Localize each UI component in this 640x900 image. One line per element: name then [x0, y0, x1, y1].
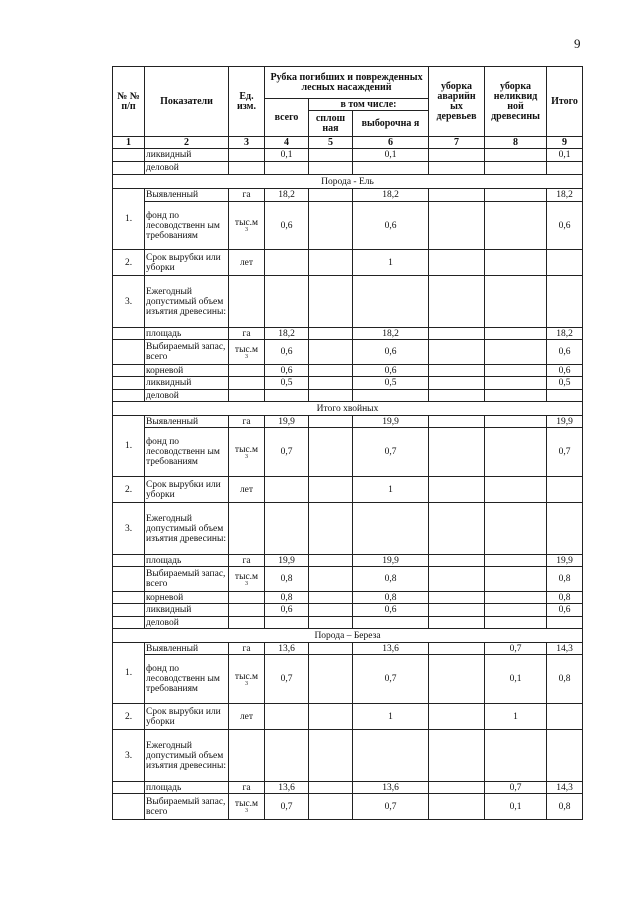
- selective-cell: 13,6: [353, 782, 429, 794]
- total-cell: [265, 276, 309, 328]
- indicator-cell: деловой: [145, 617, 229, 629]
- indicator-cell: фонд по лесоводственн ым требованиям: [145, 655, 229, 704]
- total-cell: 0,7: [265, 655, 309, 704]
- header-unit: Ед. изм.: [229, 67, 265, 137]
- accident-cleanup-cell: [429, 643, 485, 655]
- accident-cleanup-cell: [429, 782, 485, 794]
- illiquid-cleanup-cell: [485, 149, 547, 162]
- accident-cleanup-cell: [429, 189, 485, 202]
- indicator-cell: площадь: [145, 328, 229, 340]
- itogo-cell: [547, 477, 583, 503]
- indicator-cell: Ежегодный допустимый объем изъятия древесины:: [145, 503, 229, 555]
- itogo-cell: 0,8: [547, 592, 583, 604]
- illiquid-cleanup-cell: [485, 416, 547, 428]
- indicator-cell: фонд по лесоводственн ым требованиям: [145, 202, 229, 250]
- clear-cut-cell: [309, 477, 353, 503]
- superscript-three: 3: [245, 680, 248, 687]
- selective-cell: 0,8: [353, 592, 429, 604]
- illiquid-cleanup-cell: 0,1: [485, 794, 547, 820]
- indicator-cell: фонд по лесоводственн ым требованиям: [145, 428, 229, 477]
- table-row: [113, 365, 583, 377]
- indicator-cell: Срок вырубки или уборки: [145, 704, 229, 730]
- selective-cell: [353, 162, 429, 175]
- table-row: [113, 390, 583, 402]
- unit-cell: [229, 162, 265, 175]
- row-num-cell: 1.: [113, 189, 145, 250]
- section-label: Порода – Береза: [113, 629, 583, 643]
- accident-cleanup-cell: [429, 416, 485, 428]
- selective-cell: 18,2: [353, 189, 429, 202]
- section-row: [113, 402, 583, 416]
- accident-cleanup-cell: [429, 202, 485, 250]
- unit-cell: тыс.м 3: [229, 428, 265, 477]
- total-cell: 0,6: [265, 202, 309, 250]
- accident-cleanup-cell: [429, 655, 485, 704]
- indicator-cell: площадь: [145, 555, 229, 567]
- itogo-cell: 0,1: [547, 149, 583, 162]
- row-num-cell: [113, 604, 145, 617]
- total-cell: 0,5: [265, 377, 309, 390]
- table-row: [113, 340, 583, 365]
- accident-cleanup-cell: [429, 365, 485, 377]
- indicator-cell: ликвидный: [145, 377, 229, 390]
- section-label: Порода - Ель: [113, 175, 583, 189]
- indicator-cell: деловой: [145, 390, 229, 402]
- table-row: [113, 555, 583, 567]
- accident-cleanup-cell: [429, 730, 485, 782]
- clear-cut-cell: [309, 162, 353, 175]
- forestry-table: [112, 66, 583, 820]
- table-row: [113, 428, 583, 477]
- row-num-cell: [113, 567, 145, 592]
- selective-cell: [353, 730, 429, 782]
- itogo-cell: 0,8: [547, 655, 583, 704]
- clear-cut-cell: [309, 655, 353, 704]
- accident-cleanup-cell: [429, 250, 485, 276]
- table-row: [113, 328, 583, 340]
- selective-cell: [353, 390, 429, 402]
- illiquid-cleanup-cell: 0,7: [485, 643, 547, 655]
- illiquid-cleanup-cell: [485, 328, 547, 340]
- unit-cell: тыс.м 3: [229, 655, 265, 704]
- unit-cell: га: [229, 782, 265, 794]
- illiquid-cleanup-cell: [485, 477, 547, 503]
- table-row: [113, 604, 583, 617]
- table-row: [113, 655, 583, 704]
- table-row: [113, 202, 583, 250]
- unit-cell: [229, 503, 265, 555]
- total-cell: 0,7: [265, 794, 309, 820]
- row-num-cell: [113, 149, 145, 162]
- row-num-cell: 2.: [113, 477, 145, 503]
- accident-cleanup-cell: [429, 567, 485, 592]
- selective-cell: 0,6: [353, 202, 429, 250]
- unit-cell: тыс.м 3: [229, 340, 265, 365]
- total-cell: 0,6: [265, 604, 309, 617]
- accident-cleanup-cell: [429, 604, 485, 617]
- table-row: [113, 704, 583, 730]
- total-cell: [265, 730, 309, 782]
- accident-cleanup-cell: [429, 340, 485, 365]
- section-row: [113, 175, 583, 189]
- selective-cell: 0,7: [353, 428, 429, 477]
- indicator-cell: Срок вырубки или уборки: [145, 250, 229, 276]
- selective-cell: 0,1: [353, 149, 429, 162]
- unit-cell: [229, 377, 265, 390]
- total-cell: 13,6: [265, 782, 309, 794]
- superscript-three: 3: [245, 453, 248, 460]
- row-num-cell: [113, 794, 145, 820]
- indicator-cell: корневой: [145, 592, 229, 604]
- colnum: 4: [265, 137, 309, 149]
- itogo-cell: 0,6: [547, 604, 583, 617]
- indicator-cell: ликвидный: [145, 149, 229, 162]
- unit-cell: [229, 592, 265, 604]
- row-num-cell: 3.: [113, 730, 145, 782]
- total-cell: 0,6: [265, 340, 309, 365]
- clear-cut-cell: [309, 604, 353, 617]
- illiquid-cleanup-cell: [485, 390, 547, 402]
- unit-cell: лет: [229, 477, 265, 503]
- itogo-cell: 0,6: [547, 202, 583, 250]
- total-cell: [265, 503, 309, 555]
- clear-cut-cell: [309, 328, 353, 340]
- header-group: Рубка погибших и поврежденных лесных насаждений: [265, 67, 429, 99]
- itogo-cell: 18,2: [547, 328, 583, 340]
- superscript-three: 3: [245, 580, 248, 587]
- table-row: [113, 276, 583, 328]
- total-cell: [265, 704, 309, 730]
- row-num-cell: [113, 390, 145, 402]
- indicator-cell: Выбираемый запас, всего: [145, 567, 229, 592]
- indicator-cell: Выявленный: [145, 416, 229, 428]
- selective-cell: 19,9: [353, 416, 429, 428]
- header-selective: выборочна я: [353, 111, 429, 137]
- illiquid-cleanup-cell: [485, 365, 547, 377]
- accident-cleanup-cell: [429, 503, 485, 555]
- indicator-cell: ликвидный: [145, 604, 229, 617]
- accident-cleanup-cell: [429, 477, 485, 503]
- table-row: [113, 567, 583, 592]
- clear-cut-cell: [309, 416, 353, 428]
- clear-cut-cell: [309, 390, 353, 402]
- illiquid-cleanup-cell: [485, 567, 547, 592]
- itogo-cell: [547, 503, 583, 555]
- clear-cut-cell: [309, 794, 353, 820]
- selective-cell: 0,8: [353, 567, 429, 592]
- accident-cleanup-cell: [429, 149, 485, 162]
- itogo-cell: 0,6: [547, 365, 583, 377]
- itogo-cell: [547, 276, 583, 328]
- row-num-cell: [113, 328, 145, 340]
- row-num-cell: [113, 782, 145, 794]
- selective-cell: 0,6: [353, 340, 429, 365]
- illiquid-cleanup-cell: [485, 276, 547, 328]
- clear-cut-cell: [309, 149, 353, 162]
- selective-cell: 1: [353, 477, 429, 503]
- table-row: [113, 730, 583, 782]
- header-illiquid: уборка неликвид ной древесины: [485, 67, 547, 137]
- table-row: [113, 617, 583, 629]
- row-num-cell: [113, 592, 145, 604]
- itogo-cell: 14,3: [547, 782, 583, 794]
- row-num-cell: 1.: [113, 416, 145, 477]
- indicator-cell: Выявленный: [145, 643, 229, 655]
- selective-cell: 0,6: [353, 604, 429, 617]
- unit-cell: [229, 390, 265, 402]
- itogo-cell: 0,5: [547, 377, 583, 390]
- itogo-cell: 0,6: [547, 340, 583, 365]
- total-cell: 18,2: [265, 189, 309, 202]
- clear-cut-cell: [309, 592, 353, 604]
- table-row: [113, 782, 583, 794]
- total-cell: 19,9: [265, 555, 309, 567]
- row-num-cell: [113, 365, 145, 377]
- table-row: [113, 503, 583, 555]
- itogo-cell: 0,8: [547, 567, 583, 592]
- itogo-cell: [547, 730, 583, 782]
- selective-cell: 18,2: [353, 328, 429, 340]
- accident-cleanup-cell: [429, 276, 485, 328]
- colnum: 7: [429, 137, 485, 149]
- clear-cut-cell: [309, 250, 353, 276]
- unit-cell: [229, 730, 265, 782]
- header-indicator: Показатели: [145, 67, 229, 137]
- selective-cell: 13,6: [353, 643, 429, 655]
- row-num-cell: [113, 555, 145, 567]
- clear-cut-cell: [309, 377, 353, 390]
- itogo-cell: [547, 250, 583, 276]
- total-cell: [265, 250, 309, 276]
- selective-cell: [353, 276, 429, 328]
- table-row: [113, 377, 583, 390]
- total-cell: 0,8: [265, 592, 309, 604]
- row-num-cell: 3.: [113, 276, 145, 328]
- illiquid-cleanup-cell: [485, 340, 547, 365]
- indicator-cell: Ежегодный допустимый объем изъятия древесины:: [145, 730, 229, 782]
- itogo-cell: 14,3: [547, 643, 583, 655]
- unit-cell: га: [229, 643, 265, 655]
- itogo-cell: 19,9: [547, 416, 583, 428]
- unit-cell: га: [229, 189, 265, 202]
- clear-cut-cell: [309, 617, 353, 629]
- total-cell: 0,6: [265, 365, 309, 377]
- illiquid-cleanup-cell: [485, 162, 547, 175]
- total-cell: 13,6: [265, 643, 309, 655]
- colnum: 3: [229, 137, 265, 149]
- unit-cell: лет: [229, 704, 265, 730]
- table-row: [113, 162, 583, 175]
- table-row: [113, 416, 583, 428]
- unit-cell: [229, 617, 265, 629]
- row-num-cell: [113, 162, 145, 175]
- total-cell: 0,1: [265, 149, 309, 162]
- selective-cell: [353, 503, 429, 555]
- colnum: 6: [353, 137, 429, 149]
- total-cell: [265, 617, 309, 629]
- indicator-cell: Выбираемый запас, всего: [145, 340, 229, 365]
- clear-cut-cell: [309, 503, 353, 555]
- header-total4: всего: [265, 99, 309, 137]
- colnum: 9: [547, 137, 583, 149]
- selective-cell: 1: [353, 704, 429, 730]
- illiquid-cleanup-cell: [485, 202, 547, 250]
- colnum: 1: [113, 137, 145, 149]
- selective-cell: 19,9: [353, 555, 429, 567]
- table-row: [113, 794, 583, 820]
- row-num-cell: 2.: [113, 704, 145, 730]
- header-itogo: Итого: [547, 67, 583, 137]
- indicator-cell: корневой: [145, 365, 229, 377]
- unit-cell: [229, 365, 265, 377]
- clear-cut-cell: [309, 189, 353, 202]
- clear-cut-cell: [309, 555, 353, 567]
- accident-cleanup-cell: [429, 555, 485, 567]
- accident-cleanup-cell: [429, 428, 485, 477]
- illiquid-cleanup-cell: [485, 503, 547, 555]
- colnum: 2: [145, 137, 229, 149]
- section-row: [113, 629, 583, 643]
- unit-cell: [229, 149, 265, 162]
- clear-cut-cell: [309, 428, 353, 477]
- selective-cell: [353, 617, 429, 629]
- header-clear: сплош ная: [309, 111, 353, 137]
- selective-cell: 0,7: [353, 655, 429, 704]
- illiquid-cleanup-cell: 0,7: [485, 782, 547, 794]
- colnum: 8: [485, 137, 547, 149]
- table-row: [113, 643, 583, 655]
- superscript-three: 3: [245, 353, 248, 360]
- superscript-three: 3: [245, 227, 248, 233]
- indicator-cell: Выявленный: [145, 189, 229, 202]
- indicator-cell: деловой: [145, 162, 229, 175]
- clear-cut-cell: [309, 202, 353, 250]
- accident-cleanup-cell: [429, 592, 485, 604]
- illiquid-cleanup-cell: [485, 377, 547, 390]
- selective-cell: 1: [353, 250, 429, 276]
- accident-cleanup-cell: [429, 704, 485, 730]
- accident-cleanup-cell: [429, 328, 485, 340]
- row-num-cell: [113, 617, 145, 629]
- table-row: [113, 189, 583, 202]
- unit-cell: тыс.м 3: [229, 567, 265, 592]
- illiquid-cleanup-cell: [485, 428, 547, 477]
- row-num-cell: 3.: [113, 503, 145, 555]
- unit-cell: тыс.м 3: [229, 202, 265, 250]
- page-number: 9: [574, 36, 581, 51]
- table-row: [113, 149, 583, 162]
- clear-cut-cell: [309, 643, 353, 655]
- itogo-cell: 19,9: [547, 555, 583, 567]
- row-num-cell: 1.: [113, 643, 145, 704]
- unit-cell: лет: [229, 250, 265, 276]
- row-num-cell: [113, 377, 145, 390]
- selective-cell: 0,7: [353, 794, 429, 820]
- unit-cell: га: [229, 328, 265, 340]
- total-cell: 19,9: [265, 416, 309, 428]
- illiquid-cleanup-cell: [485, 592, 547, 604]
- row-num-cell: [113, 340, 145, 365]
- total-cell: [265, 477, 309, 503]
- itogo-cell: [547, 390, 583, 402]
- clear-cut-cell: [309, 340, 353, 365]
- unit-cell: га: [229, 555, 265, 567]
- illiquid-cleanup-cell: [485, 189, 547, 202]
- section-label: Итого хвойных: [113, 402, 583, 416]
- clear-cut-cell: [309, 567, 353, 592]
- illiquid-cleanup-cell: [485, 730, 547, 782]
- total-cell: 0,8: [265, 567, 309, 592]
- illiquid-cleanup-cell: 1: [485, 704, 547, 730]
- itogo-cell: 18,2: [547, 189, 583, 202]
- unit-cell: га: [229, 416, 265, 428]
- total-cell: [265, 162, 309, 175]
- row-num-cell: 2.: [113, 250, 145, 276]
- accident-cleanup-cell: [429, 617, 485, 629]
- illiquid-cleanup-cell: 0,1: [485, 655, 547, 704]
- colnum: 5: [309, 137, 353, 149]
- header-accident: уборка аварийн ых деревьев: [429, 67, 485, 137]
- indicator-cell: Срок вырубки или уборки: [145, 477, 229, 503]
- selective-cell: 0,6: [353, 365, 429, 377]
- clear-cut-cell: [309, 704, 353, 730]
- illiquid-cleanup-cell: [485, 555, 547, 567]
- table-row: [113, 477, 583, 503]
- unit-cell: [229, 276, 265, 328]
- table-row: [113, 592, 583, 604]
- table-row: [113, 250, 583, 276]
- clear-cut-cell: [309, 276, 353, 328]
- unit-cell: тыс.м 3: [229, 794, 265, 820]
- header-including: в том числе:: [309, 99, 429, 111]
- illiquid-cleanup-cell: [485, 250, 547, 276]
- accident-cleanup-cell: [429, 162, 485, 175]
- total-cell: 0,7: [265, 428, 309, 477]
- itogo-cell: 0,7: [547, 428, 583, 477]
- itogo-cell: [547, 617, 583, 629]
- illiquid-cleanup-cell: [485, 604, 547, 617]
- superscript-three: 3: [245, 808, 248, 814]
- clear-cut-cell: [309, 782, 353, 794]
- illiquid-cleanup-cell: [485, 617, 547, 629]
- unit-cell: [229, 604, 265, 617]
- itogo-cell: 0,8: [547, 794, 583, 820]
- clear-cut-cell: [309, 730, 353, 782]
- total-cell: 18,2: [265, 328, 309, 340]
- itogo-cell: [547, 162, 583, 175]
- accident-cleanup-cell: [429, 794, 485, 820]
- header-num: № № п/п: [113, 67, 145, 137]
- accident-cleanup-cell: [429, 377, 485, 390]
- indicator-cell: площадь: [145, 782, 229, 794]
- accident-cleanup-cell: [429, 390, 485, 402]
- clear-cut-cell: [309, 365, 353, 377]
- itogo-cell: [547, 704, 583, 730]
- total-cell: [265, 390, 309, 402]
- selective-cell: 0,5: [353, 377, 429, 390]
- indicator-cell: Ежегодный допустимый объем изъятия древесины:: [145, 276, 229, 328]
- indicator-cell: Выбираемый запас, всего: [145, 794, 229, 820]
